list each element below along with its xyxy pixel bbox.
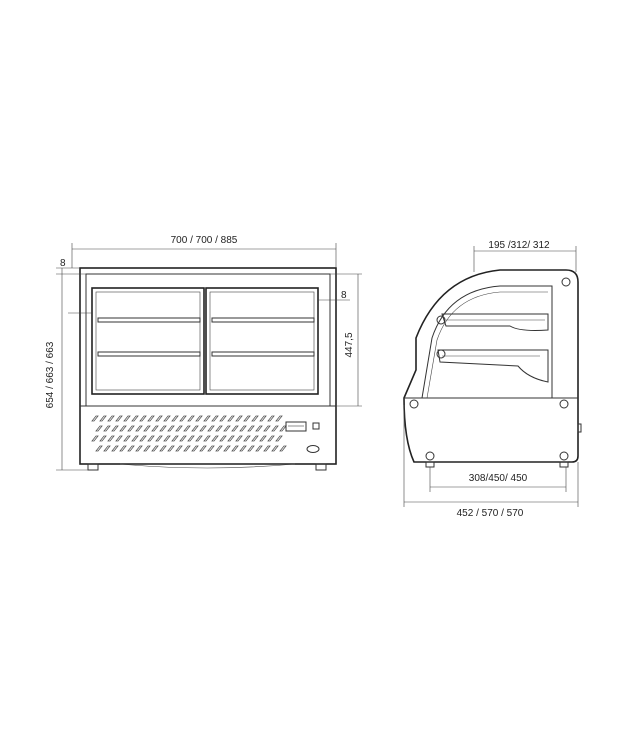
vent-slot xyxy=(220,416,226,421)
right-glass-door xyxy=(206,288,318,394)
vent-slot xyxy=(188,416,194,421)
vent-slot xyxy=(244,416,250,421)
vent-slot xyxy=(116,436,122,441)
vent-slot xyxy=(144,446,150,451)
vent-slot xyxy=(176,426,182,431)
vent-slot xyxy=(140,436,146,441)
overall-height-label: 654 / 663 / 663 xyxy=(45,341,56,409)
vent-slot xyxy=(216,446,222,451)
vent-slot xyxy=(180,416,186,421)
vent-slot xyxy=(256,426,262,431)
side-view xyxy=(404,270,581,467)
left-foot xyxy=(88,464,98,470)
vent-slot xyxy=(180,436,186,441)
vent-slot xyxy=(272,426,278,431)
vent-slot xyxy=(212,436,218,441)
front-outer-frame xyxy=(80,268,336,464)
side-back-tab xyxy=(578,424,581,432)
vent-slot xyxy=(208,446,214,451)
vent-slot xyxy=(280,446,286,451)
vent-slot xyxy=(268,416,274,421)
vent-slot xyxy=(112,446,118,451)
vent-slot xyxy=(236,416,242,421)
vent-slot xyxy=(240,446,246,451)
vent-slot xyxy=(120,426,126,431)
vent-slot xyxy=(128,446,134,451)
vent-slot xyxy=(168,426,174,431)
vent-slot xyxy=(232,446,238,451)
vent-slot xyxy=(100,416,106,421)
vent-slot xyxy=(132,436,138,441)
vent-slot xyxy=(104,446,110,451)
vent-slot xyxy=(96,446,102,451)
vent-slot xyxy=(148,436,154,441)
rivet-back-mid xyxy=(560,400,568,408)
vent-slot xyxy=(220,436,226,441)
vent-slot xyxy=(176,446,182,451)
vent-slot xyxy=(112,426,118,431)
right-glass-inner xyxy=(210,292,314,390)
vent-slot xyxy=(168,446,174,451)
vent-slot xyxy=(256,446,262,451)
vent-slot xyxy=(204,436,210,441)
vent-slot xyxy=(196,436,202,441)
vent-slot xyxy=(200,446,206,451)
vent-slot xyxy=(224,426,230,431)
vent-slot xyxy=(208,426,214,431)
vent-slot xyxy=(144,426,150,431)
right-lower-shelf xyxy=(212,352,314,356)
vent-grille xyxy=(92,416,286,451)
vent-slot xyxy=(252,436,258,441)
vent-slot xyxy=(204,416,210,421)
vent-slot xyxy=(140,416,146,421)
vent-slot xyxy=(92,436,98,441)
vent-slot xyxy=(188,436,194,441)
vent-slot xyxy=(260,416,266,421)
vent-slot xyxy=(136,446,142,451)
vent-slot xyxy=(276,416,282,421)
vent-slot xyxy=(224,446,230,451)
vent-slot xyxy=(236,436,242,441)
vent-slot xyxy=(184,426,190,431)
vent-slot xyxy=(132,416,138,421)
vent-slot xyxy=(172,416,178,421)
vent-slot xyxy=(100,436,106,441)
vent-slot xyxy=(172,436,178,441)
overall-width-label: 700 / 700 / 885 xyxy=(170,235,238,246)
vent-slot xyxy=(120,446,126,451)
vent-slot xyxy=(108,436,114,441)
vent-slot xyxy=(160,426,166,431)
vent-slot xyxy=(228,416,234,421)
vent-slot xyxy=(248,426,254,431)
left-glass-inner xyxy=(96,292,200,390)
top-margin-label: 8 xyxy=(60,258,66,269)
vent-slot xyxy=(160,446,166,451)
vent-slot xyxy=(128,426,134,431)
vent-slot xyxy=(156,436,162,441)
vent-slot xyxy=(164,416,170,421)
vent-slot xyxy=(92,416,98,421)
vent-slot xyxy=(264,446,270,451)
vent-slot xyxy=(268,436,274,441)
vent-slot xyxy=(164,436,170,441)
left-glass-door xyxy=(92,288,204,394)
vent-slot xyxy=(240,426,246,431)
side-glass-curve xyxy=(422,286,552,398)
vent-slot xyxy=(148,416,154,421)
side-margin-label: 8 xyxy=(341,290,347,301)
rivet-back-bottom xyxy=(560,452,568,460)
vent-slot xyxy=(260,436,266,441)
vent-slot xyxy=(280,426,286,431)
vent-slot xyxy=(124,436,130,441)
vent-slot xyxy=(192,446,198,451)
left-lower-shelf xyxy=(98,352,200,356)
rivet-front-mid xyxy=(410,400,418,408)
top-depth-label: 195 /312/ 312 xyxy=(488,240,550,251)
vent-slot xyxy=(152,446,158,451)
vent-slot xyxy=(248,446,254,451)
front-upper-frame xyxy=(86,274,330,406)
vent-slot xyxy=(96,426,102,431)
side-upper-shelf xyxy=(442,314,548,331)
vent-slot xyxy=(104,426,110,431)
vent-slot xyxy=(252,416,258,421)
vent-slot xyxy=(264,426,270,431)
vent-slot xyxy=(232,426,238,431)
side-glass-inner xyxy=(427,292,548,398)
right-upper-shelf xyxy=(212,318,314,322)
vent-slot xyxy=(156,416,162,421)
overall-depth-label: 452 / 570 / 570 xyxy=(456,508,524,519)
control-display xyxy=(286,422,306,431)
power-switch xyxy=(313,423,319,429)
vent-slot xyxy=(216,426,222,431)
vent-slot xyxy=(108,416,114,421)
vent-slot xyxy=(272,446,278,451)
vent-slot xyxy=(228,436,234,441)
brand-badge xyxy=(307,446,319,453)
base-depth-label: 308/450/ 450 xyxy=(468,473,528,484)
vent-slot xyxy=(212,416,218,421)
rivet-front-bottom xyxy=(426,452,434,460)
vent-slot xyxy=(196,416,202,421)
vent-slot xyxy=(276,436,282,441)
glass-height-label: 447,5 xyxy=(344,332,355,358)
vent-slot xyxy=(200,426,206,431)
right-foot xyxy=(316,464,326,470)
left-upper-shelf xyxy=(98,318,200,322)
rivet-top-right xyxy=(562,278,570,286)
vent-slot xyxy=(116,416,122,421)
vent-slot xyxy=(124,416,130,421)
vent-slot xyxy=(192,426,198,431)
vent-slot xyxy=(184,446,190,451)
vent-slot xyxy=(136,426,142,431)
side-lower-shelf xyxy=(438,350,548,382)
vent-slot xyxy=(244,436,250,441)
front-view xyxy=(80,268,336,470)
vent-slot xyxy=(152,426,158,431)
